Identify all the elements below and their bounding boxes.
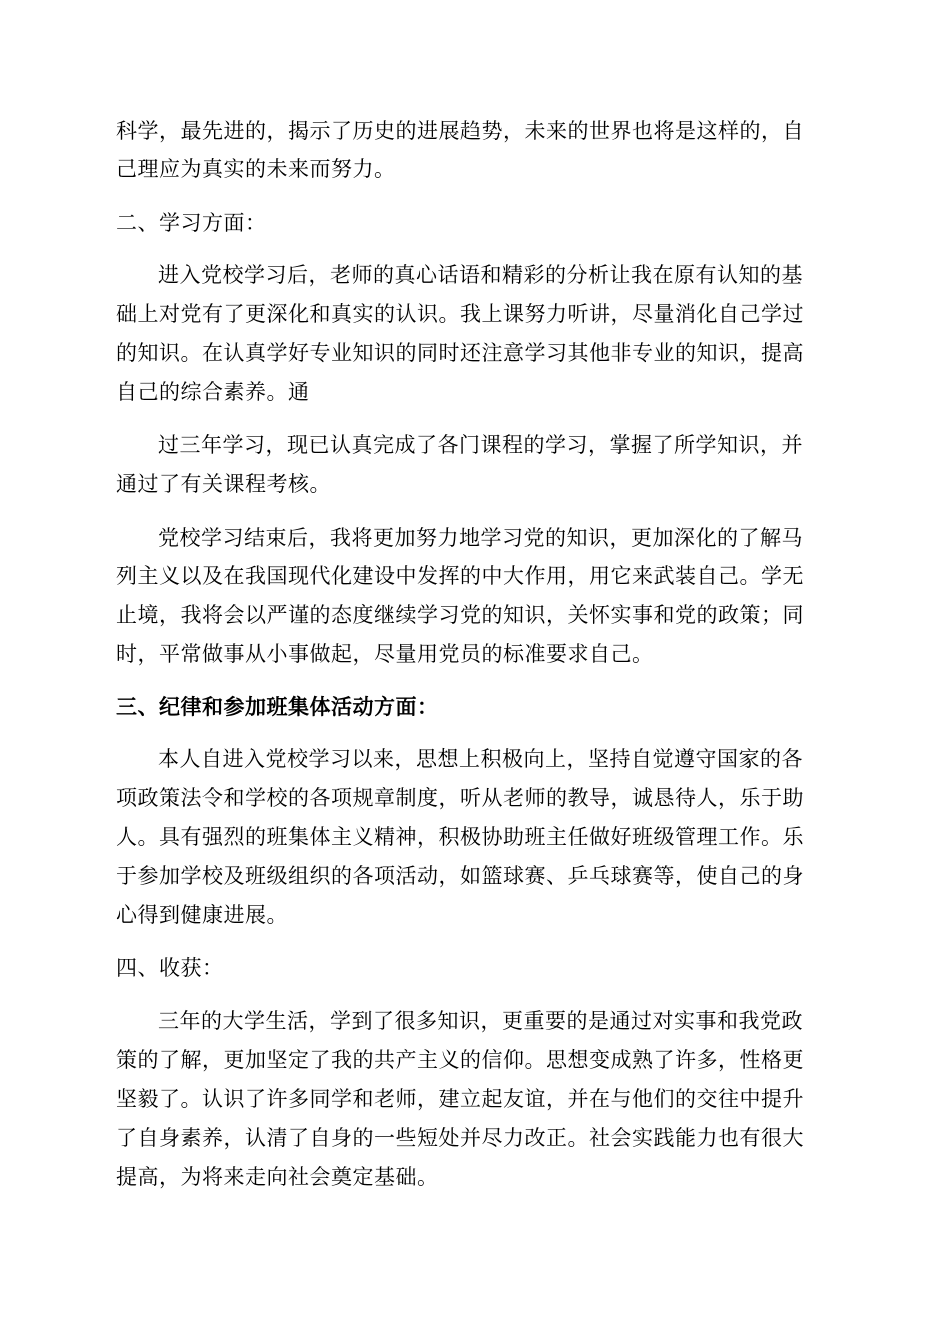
study-para3-line-1: 党校学习结束后，我将更加努力地学习党的知识，更加深化的了解马	[158, 526, 803, 550]
gains-para1-line-4: 了自身素养，认清了自身的一些短处并尽力改正。社会实践能力也有很大	[116, 1126, 804, 1150]
discipline-para1-line-5: 心得到健康进展。	[116, 903, 288, 927]
study-para2-line-2: 通过了有关课程考核。	[116, 472, 331, 496]
study-para3-line-2: 列主义以及在我国现代化建设中发挥的中大作用，用它来武装自己。学无	[116, 564, 804, 588]
intro-line-1: 科学，最先进的，揭示了历史的进展趋势，未来的世界也将是这样的，自	[116, 119, 804, 143]
study-para1-line-2: 础上对党有了更深化和真实的认识。我上课努力听讲，尽量消化自己学过	[116, 302, 804, 326]
gains-para1-line-3: 坚毅了。认识了许多同学和老师，建立起友谊，并在与他们的交往中提升	[116, 1087, 804, 1111]
study-para1-line-4: 自己的综合素养。通	[116, 380, 310, 404]
section-heading-discipline: 三、纪律和参加班集体活动方面：	[116, 694, 439, 719]
section-heading-gains: 四、收获：	[116, 956, 224, 980]
section-heading-study: 二、学习方面：	[116, 211, 267, 235]
intro-line-2: 己理应为真实的未来而努力。	[116, 157, 396, 181]
study-para2-line-1: 过三年学习，现已认真完成了各门课程的学习，掌握了所学知识，并	[158, 433, 803, 457]
discipline-para1-line-3: 人。具有强烈的班集体主义精神，积极协助班主任做好班级管理工作。乐	[116, 825, 804, 849]
discipline-para1-line-4: 于参加学校及班级组织的各项活动，如篮球赛、乒乓球赛等，使自己的身	[116, 864, 804, 888]
study-para3-line-3: 止境，我将会以严谨的态度继续学习党的知识，关怀实事和党的政策；同	[116, 603, 804, 627]
study-para3-line-4: 时，平常做事从小事做起，尽量用党员的标准要求自己。	[116, 642, 654, 666]
gains-para1-line-2: 策的了解，更加坚定了我的共产主义的信仰。思想变成熟了许多，性格更	[116, 1048, 804, 1072]
gains-para1-line-5: 提高，为将来走向社会奠定基础。	[116, 1165, 439, 1189]
study-para1-line-1: 进入党校学习后，老师的真心话语和精彩的分析让我在原有认知的基	[158, 263, 803, 287]
discipline-para1-line-1: 本人自进入党校学习以来，思想上积极向上，坚持自觉遵守国家的各	[158, 747, 803, 771]
study-para1-line-3: 的知识。在认真学好专业知识的同时还注意学习其他非专业的知识，提高	[116, 341, 804, 365]
gains-para1-line-1: 三年的大学生活，学到了很多知识，更重要的是通过对实事和我党政	[158, 1009, 803, 1033]
discipline-para1-line-2: 项政策法令和学校的各项规章制度，听从老师的教导，诚恳待人，乐于助	[116, 786, 804, 810]
